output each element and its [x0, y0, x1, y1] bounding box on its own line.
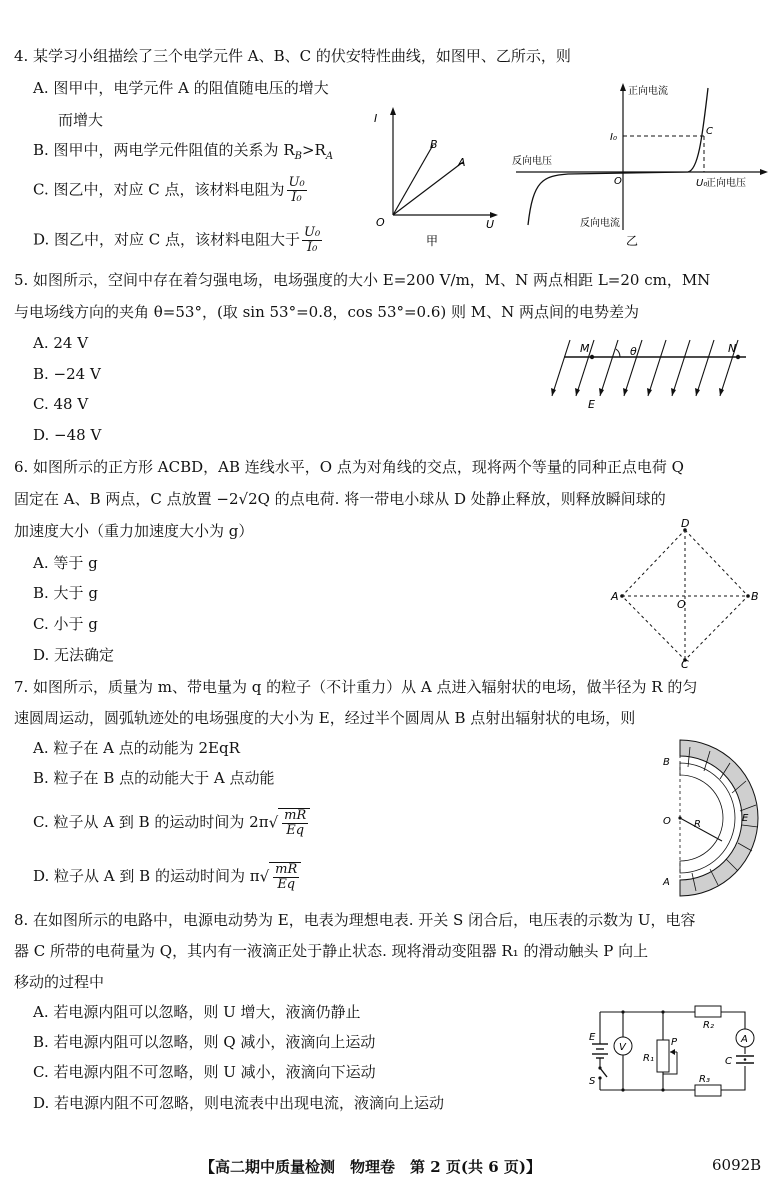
question-number: 7.	[14, 678, 29, 696]
i0-label: I₀	[610, 132, 617, 143]
square-root: √ $\frac{mR}{Eq}$	[260, 862, 302, 892]
fraction	[302, 226, 322, 255]
subscript: B	[294, 151, 302, 162]
figure-jia	[368, 100, 508, 250]
origin-label: O	[614, 176, 622, 187]
option-d: D. 若电源内阻不可忽略，则电流表中出现电流，液滴向上运动	[33, 1094, 445, 1112]
option-c-text: C. 图乙中，对应 C 点，该材料电阻为	[33, 180, 285, 199]
option-a: A. 24 V	[33, 334, 89, 352]
line-a-label: A	[458, 156, 466, 169]
figure-caption: 甲	[426, 234, 439, 248]
fraction-numerator: U₀	[288, 175, 305, 190]
point-a-label: A	[663, 877, 670, 888]
option-c	[33, 176, 309, 205]
fraction-numerator: mR	[275, 862, 298, 877]
fraction-numerator: U₀	[304, 225, 321, 240]
option-b	[33, 140, 333, 167]
figure-square	[610, 518, 760, 668]
point-o-label: O	[663, 816, 671, 827]
question-stem-line-1: 在如图所示的电路中，电源电动势为 E，电表为理想电表. 开关 S 闭合后，电压表的示数为 U，电容	[33, 911, 696, 929]
question-number: 5.	[14, 271, 29, 289]
axis-label-reverse-current: 反向电流	[580, 218, 620, 229]
option-b-text-mid: >R	[301, 141, 326, 159]
option-d	[33, 862, 301, 892]
resistor-r1-label: R₁	[643, 1053, 654, 1064]
fraction-denominator: Eq	[286, 823, 305, 838]
paper-code: 6092B	[712, 1156, 762, 1174]
question-stem-line-2: 固定在 A、B 两点，C 点放置 −2√2Q 的点电荷. 将一带电小球从 D 处静止释放，则释放瞬间球的	[14, 490, 666, 508]
question-number: 6.	[14, 458, 29, 476]
line-b-label: B	[430, 138, 438, 151]
question-stem-line-1: 如图所示，质量为 m、带电量为 q 的粒子（不计重力）从 A 点进入辐射状的电场，做半径为 R 的匀	[33, 678, 698, 696]
point-d-label: D	[681, 518, 690, 530]
question-number: 4.	[14, 47, 29, 65]
slider-p-label: P	[671, 1037, 678, 1048]
option-c-text: C. 粒子从 A 到 B 的运动时间为 2π	[33, 813, 269, 831]
page-footer: 【高二期中质量检测 物理卷 第 2 页(共 6 页)】	[200, 1158, 541, 1176]
point-c-label: C	[706, 126, 713, 137]
option-c: C. 若电源内阻不可忽略，则 U 减小，液滴向下运动	[33, 1063, 376, 1081]
question-number: 8.	[14, 911, 29, 929]
figure-radial-field	[660, 735, 770, 900]
point-c-label: C	[681, 658, 689, 668]
option-d-text: D. 图乙中，对应 C 点，该材料电阻大于	[33, 230, 301, 249]
field-e-label: E	[588, 398, 595, 410]
option-d	[33, 226, 324, 255]
option-c: C. 小于 g	[33, 615, 98, 633]
option-d: D. −48 V	[33, 426, 102, 444]
resistor-r2-label: R₂	[703, 1020, 714, 1031]
fraction-denominator: Eq	[277, 877, 296, 892]
capacitor-c-label: C	[725, 1056, 732, 1067]
switch-s-label: S	[589, 1076, 596, 1087]
radius-r-label: R	[694, 819, 701, 830]
point-b-label: B	[663, 757, 670, 768]
option-c: C. 48 V	[33, 395, 89, 413]
axis-label-forward-voltage: 正向电压	[706, 178, 746, 189]
axis-label-reverse-voltage: 反向电压	[512, 156, 552, 167]
u0-label: U₀	[696, 178, 708, 189]
square-root: √ $\frac{mR}{Eq}$	[269, 808, 311, 838]
question-stem-line-3: 移动的过程中	[14, 973, 105, 991]
question-stem-line-2: 器 C 所带的电荷量为 Q，其内有一液滴正处于静止状态. 现将滑动变阻器 R₁ 的滑动触头 P 向上	[14, 942, 649, 960]
question-stem: 某学习小组描绘了三个电学元件 A、B、C 的伏安特性曲线，如图甲、乙所示，则	[33, 47, 571, 65]
fraction-denominator: I₀	[291, 190, 302, 205]
option-c	[33, 808, 310, 838]
axis-label-forward-current: 正向电流	[628, 86, 668, 97]
figure-yi	[508, 80, 772, 250]
option-a: A. 等于 g	[33, 554, 98, 572]
fraction	[287, 176, 307, 205]
angle-theta-label: θ	[630, 345, 637, 358]
question-stem-line-1: 如图所示的正方形 ACBD，AB 连线水平，O 点为对角线的交点，现将两个等量的同种正点电荷 Q	[33, 458, 684, 476]
fraction	[273, 863, 299, 892]
subscript: A	[325, 151, 334, 162]
fraction	[282, 809, 308, 838]
option-d-text: D. 粒子从 A 到 B 的运动时间为 π	[33, 867, 260, 885]
option-b: B. −24 V	[33, 365, 101, 383]
voltmeter-v-label: V	[619, 1042, 626, 1053]
option-b: B. 粒子在 B 点的动能大于 A 点动能	[33, 769, 275, 787]
point-b-label: B	[751, 590, 759, 603]
fraction-numerator: mR	[284, 808, 307, 823]
origin-label: O	[376, 216, 385, 229]
question-stem-line-2: 速圆周运动，圆弧轨迹处的电场强度的大小为 E，经过半个圆周从 B 点射出辐射状的电场，则	[14, 709, 636, 727]
axis-label-u: U	[486, 218, 495, 231]
emf-e-label: E	[589, 1032, 596, 1043]
question-stem-line-1: 如图所示，空间中存在着匀强电场，电场强度的大小 E=200 V/m，M、N 两点相距 L=20 cm，MN	[33, 271, 711, 289]
axis-label-i: I	[374, 112, 378, 125]
option-d: D. 无法确定	[33, 646, 115, 664]
point-a-label: A	[611, 590, 619, 603]
fraction-denominator: I₀	[306, 240, 318, 255]
question-stem-line-3: 加速度大小（重力加速度大小为 g）	[14, 522, 254, 540]
option-a: A. 若电源内阻可以忽略，则 U 增大，液滴仍静止	[33, 1003, 361, 1021]
question-stem-line-2: 与电场线方向的夹角 θ=53°，(取 sin 53°=0.8，cos 53°=0.6) 则 M、N 两点间的电势差为	[14, 303, 640, 321]
point-o-label: O	[677, 598, 686, 611]
option-a-continued: 而增大	[58, 111, 104, 129]
point-m-label: M	[580, 342, 590, 355]
figure-caption: 乙	[626, 234, 639, 248]
figure-uniform-field	[550, 330, 750, 410]
point-n-label: N	[728, 342, 737, 355]
option-b-text: B. 图甲中，两电学元件阻值的关系为 R	[33, 141, 295, 159]
option-a: A. 图甲中，电学元件 A 的阻值随电压的增大	[33, 79, 329, 97]
figure-circuit	[585, 1000, 770, 1102]
field-e-label: E	[742, 813, 749, 824]
option-b: B. 大于 g	[33, 584, 98, 602]
option-a: A. 粒子在 A 点的动能为 2EqR	[33, 739, 240, 757]
resistor-r3-label: R₃	[699, 1074, 710, 1085]
option-b: B. 若电源内阻可以忽略，则 Q 减小，液滴向上运动	[33, 1033, 376, 1051]
ammeter-a-label: A	[741, 1034, 748, 1045]
